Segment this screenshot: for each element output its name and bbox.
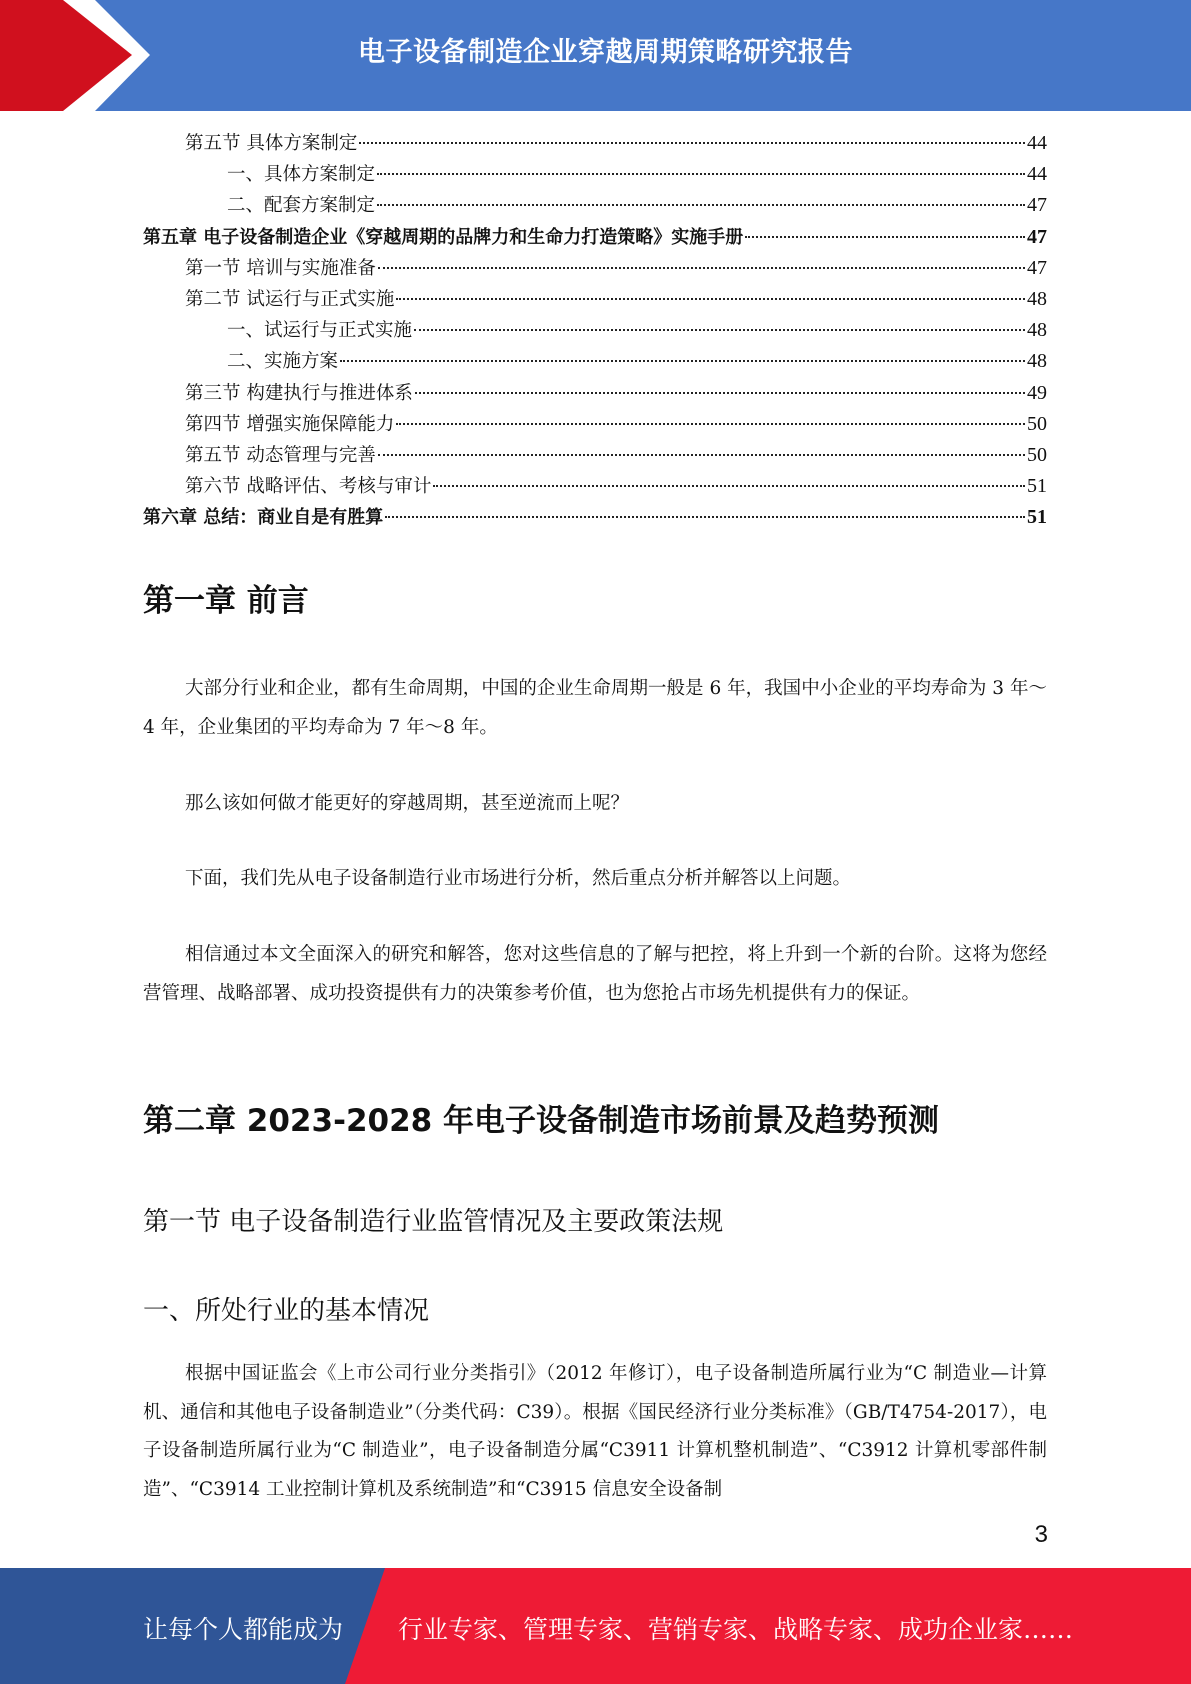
toc-dot-leader [745,236,1025,238]
toc-dot-leader [396,298,1025,300]
toc-entry-page: 47 [1027,225,1047,248]
toc-entry[interactable] [143,159,1047,190]
toc-entry[interactable] [143,440,1047,471]
subsection1-title: 一、所处行业的基本情况 [143,1296,430,1326]
toc-dot-leader [433,485,1025,487]
toc-entry-page: 44 [1027,132,1047,154]
table-of-contents [143,128,1047,533]
chapter2-paragraph: 根据中国证监会《上市公司行业分类指引》（2012 年修订），电子设备制造所属行业为“C 制造业—计算机、通信和其他电子设备制造业”（分类代码：C39）。根据《国民经济行业分类标准》（GB/T4754-2017），电子设备制造所属行业为“C 制造业”，电子设备制造分属“C3911 计算机整机制造”、“C3912 计算机零部件制造”、“C3914 工业控制计算机及系统制造”和“C3915 信息安全设备制 [143,1363,1047,1500]
toc-entry[interactable] [143,409,1047,440]
toc-entry-page: 47 [1027,194,1047,217]
toc-dot-leader [396,423,1025,425]
report-title: 电子设备制造企业穿越周期策略研究报告 [358,37,853,68]
toc-entry-title: 第五章 电子设备制造企业《穿越周期的品牌力和生命力打造策略》实施手册 [143,226,744,248]
toc-entry-title: 第一节 培训与实施准备 [185,257,376,279]
chapter1-paragraph-2: 那么该如何做才能更好的穿越周期，甚至逆流而上呢？ [185,793,630,814]
chapter1-paragraph-3: 下面，我们先从电子设备制造行业市场进行分析，然后重点分析并解答以上问题。 [185,868,852,889]
toc-dot-leader [340,360,1025,362]
toc-dot-leader [359,142,1025,144]
toc-entry[interactable] [143,315,1047,346]
toc-entry[interactable] [143,378,1047,409]
toc-entry-title: 第五节 具体方案制定 [185,133,358,154]
toc-entry[interactable] [143,190,1047,221]
toc-entry[interactable] [143,222,1047,253]
toc-entry[interactable] [143,346,1047,377]
chapter2-title: 第二章 2023-2028 年电子设备制造市场前景及趋势预测 [143,1103,940,1139]
toc-entry-page: 48 [1027,319,1047,342]
toc-entry-title: 一、具体方案制定 [227,164,376,186]
page-number: 3 [1034,1521,1048,1548]
toc-entry-page: 50 [1027,443,1047,466]
toc-entry[interactable] [143,471,1047,502]
footer-slogan-right: 行业专家、管理专家、营销专家、战略专家、成功企业家…… [398,1615,1074,1644]
header-banner [0,0,1191,111]
toc-entry-page: 51 [1027,506,1047,529]
toc-dot-leader [385,516,1025,518]
toc-entry-title: 二、实施方案 [227,351,339,373]
toc-entry-title: 第二节 试运行与正式实施 [185,288,395,310]
footer-slogan-left: 让每个人都能成为 [143,1615,344,1644]
toc-entry-page: 49 [1027,381,1047,404]
toc-entry-title: 第六节 战略评估、考核与审计 [185,476,432,498]
toc-dot-leader [377,173,1025,175]
toc-entry-page: 48 [1027,350,1047,373]
toc-entry-title: 二、配套方案制定 [227,195,376,217]
toc-entry[interactable] [143,128,1047,159]
toc-entry-title: 第五节 动态管理与完善 [185,444,376,466]
section1-title: 第一节 电子设备制造行业监管情况及主要政策法规 [143,1207,724,1237]
toc-entry-page: 44 [1027,163,1047,186]
toc-dot-leader [378,267,1025,269]
toc-entry-title: 一、试运行与正式实施 [227,320,413,342]
toc-entry[interactable] [143,502,1047,533]
toc-dot-leader [378,454,1025,456]
toc-dot-leader [414,329,1025,331]
toc-entry-page: 47 [1027,256,1047,279]
toc-dot-leader [377,204,1025,206]
chapter1-paragraph-4: 相信通过本文全面深入的研究和解答，您对这些信息的了解与把控，将上升到一个新的台阶。这将为您经营管理、战略部署、成功投资提供有力的决策参考价值，也为您抢占市场先机提供有力的保证。 [143,944,1047,1004]
toc-entry-page: 48 [1027,287,1047,310]
toc-entry-page: 51 [1027,475,1047,498]
toc-entry[interactable] [143,253,1047,284]
toc-entry-title: 第六章 总结：商业自是有胜算 [143,507,384,529]
chapter1-title: 第一章 前言 [143,583,309,619]
toc-dot-leader [415,392,1025,394]
toc-entry-title: 第四节 增强实施保障能力 [185,413,395,435]
toc-entry-page: 50 [1027,412,1047,435]
chapter1-paragraph-1: 大部分行业和企业，都有生命周期，中国的企业生命周期一般是 6 年，我国中小企业的平均寿命为 3 年～4 年，企业集团的平均寿命为 7 年～8 年。 [143,678,1047,738]
toc-entry-title: 第三节 构建执行与推进体系 [185,382,413,404]
footer-banner [0,1568,1191,1684]
toc-entry[interactable] [143,284,1047,315]
